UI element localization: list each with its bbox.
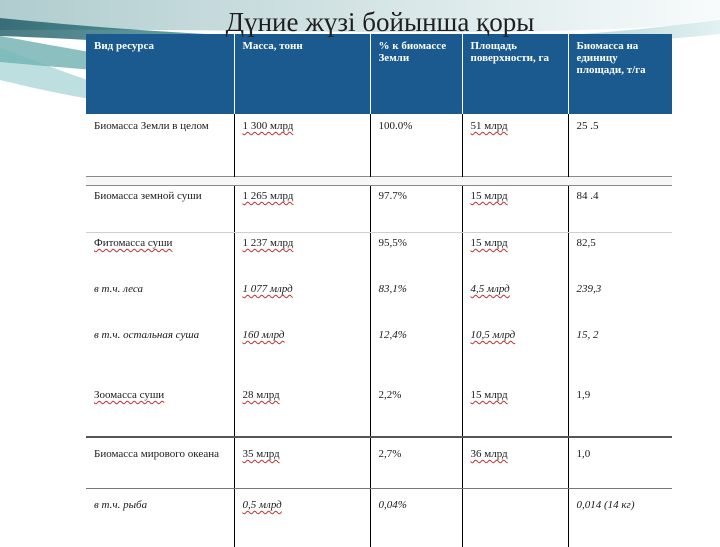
row-density: 0,014 (14 кг) bbox=[569, 489, 673, 511]
row-percent: 97.7% bbox=[371, 186, 462, 202]
table-row bbox=[86, 437, 672, 489]
row-percent: 2,7% bbox=[371, 438, 462, 460]
row-area: 4,5 млрд bbox=[463, 279, 568, 295]
row-name: Биомасса земной суши bbox=[86, 186, 234, 202]
row-percent: 0,04% bbox=[371, 489, 462, 511]
row-density: 1,0 bbox=[569, 438, 673, 460]
row-percent: 83,1% bbox=[371, 279, 462, 295]
row-percent: 95,5% bbox=[371, 233, 462, 249]
row-area: 15 млрд bbox=[463, 186, 568, 202]
row-percent: 100.0% bbox=[371, 114, 462, 132]
row-area: 10,5 млрд bbox=[463, 325, 568, 341]
header-density: Биомасса на единицу площади, т/га bbox=[569, 34, 673, 76]
ocean-biomass-table bbox=[86, 436, 672, 547]
table-row bbox=[86, 279, 672, 325]
row-mass: 0,5 млрд bbox=[235, 489, 370, 511]
row-name: Зоомасса суши bbox=[86, 385, 234, 401]
row-mass: 1 237 млрд bbox=[235, 233, 370, 249]
row-area: 51 млрд bbox=[463, 114, 568, 132]
row-name: в т.ч. рыба bbox=[86, 489, 234, 511]
row-name: Фитомасса суши bbox=[86, 233, 234, 249]
header-percent: % к биомассе Земли bbox=[371, 34, 462, 64]
row-separator bbox=[86, 177, 672, 186]
table-row bbox=[86, 233, 672, 280]
row-density: 1,9 bbox=[569, 385, 673, 401]
row-area bbox=[463, 489, 568, 499]
row-mass: 1 300 млрд bbox=[235, 114, 370, 132]
row-density: 15, 2 bbox=[569, 325, 673, 341]
row-mass: 28 млрд bbox=[235, 385, 370, 401]
table-row bbox=[86, 114, 672, 177]
row-percent: 12,4% bbox=[371, 325, 462, 341]
row-area: 15 млрд bbox=[463, 233, 568, 249]
row-density: 84 .4 bbox=[569, 186, 673, 202]
row-name: в т.ч. леса bbox=[86, 279, 234, 295]
table-row bbox=[86, 489, 672, 547]
biomass-table bbox=[86, 34, 672, 445]
header-mass: Масса, тонн bbox=[235, 34, 370, 52]
table-row bbox=[86, 325, 672, 385]
row-mass: 35 млрд bbox=[235, 438, 370, 460]
row-name: в т.ч. остальная суша bbox=[86, 325, 234, 341]
row-name: Биомасса Земли в целом bbox=[86, 114, 234, 132]
slide-title: Дүние жүзі бойынша қоры bbox=[0, 6, 720, 38]
row-mass: 160 млрд bbox=[235, 325, 370, 341]
header-resource-type: Вид ресурса bbox=[86, 34, 234, 52]
row-mass: 1 265 млрд bbox=[235, 186, 370, 202]
table-row bbox=[86, 186, 672, 233]
header-area: Площадь поверхности, га bbox=[463, 34, 568, 64]
table-header-row bbox=[86, 34, 672, 114]
row-mass: 1 077 млрд bbox=[235, 279, 370, 295]
row-density: 25 .5 bbox=[569, 114, 673, 132]
row-name: Биомасса мирового океана bbox=[86, 438, 234, 460]
row-density: 82,5 bbox=[569, 233, 673, 249]
row-percent: 2,2% bbox=[371, 385, 462, 401]
row-area: 15 млрд bbox=[463, 385, 568, 401]
row-area: 36 млрд bbox=[463, 438, 568, 460]
row-density: 239,3 bbox=[569, 279, 673, 295]
